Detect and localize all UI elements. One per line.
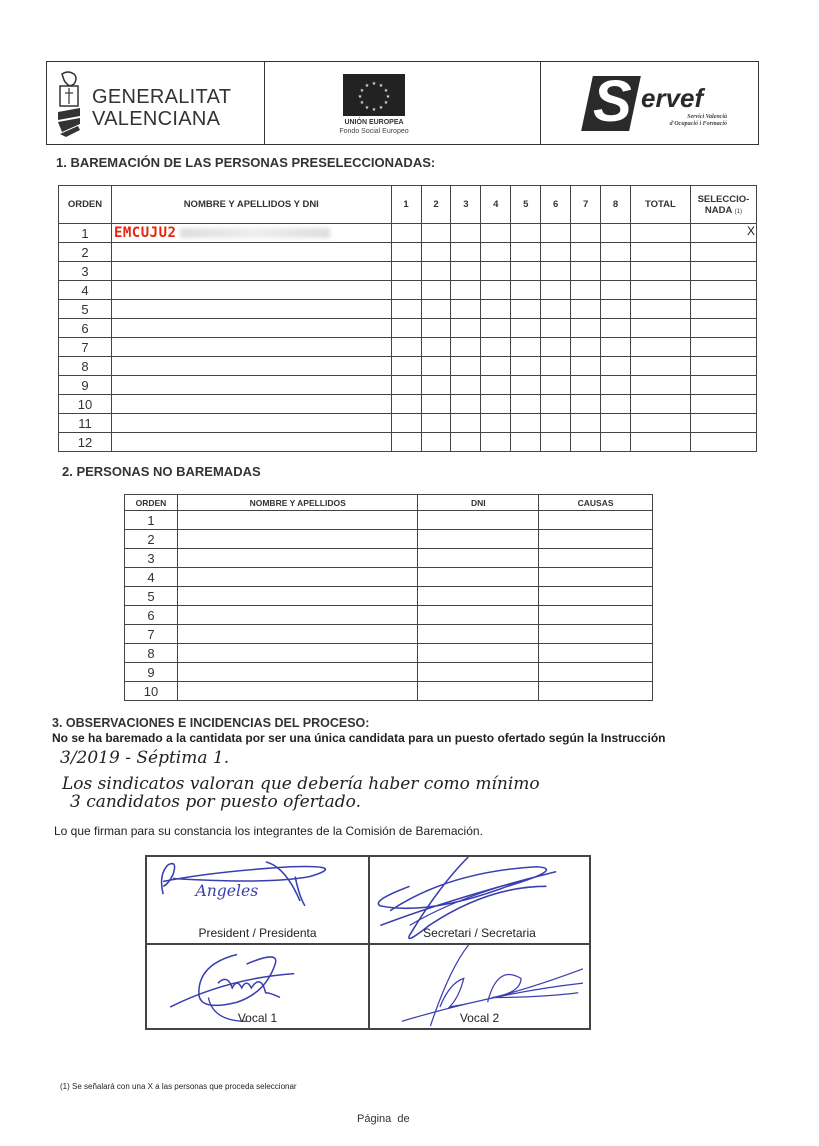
criterion-cell[interactable] — [601, 414, 631, 433]
svg-text:★: ★ — [357, 94, 363, 100]
servef-logo — [541, 62, 758, 144]
nombre-cell[interactable] — [177, 625, 418, 644]
criterion-cell[interactable] — [481, 357, 511, 376]
criterion-cell[interactable] — [451, 376, 481, 395]
criterion-cell[interactable] — [601, 319, 631, 338]
criterion-cell[interactable] — [421, 338, 451, 357]
dni-cell[interactable] — [418, 625, 539, 644]
nombre-cell[interactable] — [111, 262, 391, 281]
baremacion-table-body — [59, 224, 757, 452]
svg-text:★: ★ — [359, 100, 365, 106]
criterion-cell[interactable] — [601, 357, 631, 376]
total-cell[interactable] — [630, 319, 690, 338]
col-nombre: NOMBRE Y APELLIDOS Y DNI — [111, 186, 391, 224]
secretary-label: Secretari / Secretaria — [423, 926, 536, 940]
criterion-cell[interactable] — [481, 224, 511, 243]
total-cell[interactable] — [630, 243, 690, 262]
nombre-cell[interactable] — [111, 319, 391, 338]
criterion-cell[interactable] — [571, 281, 601, 300]
nombre-cell[interactable] — [111, 357, 391, 376]
svg-text:★: ★ — [371, 107, 377, 113]
causas-cell[interactable] — [539, 587, 653, 606]
orden-cell: 5 — [59, 300, 112, 319]
president-signature-text: Angeles — [195, 881, 259, 901]
page-number: Página de — [357, 1113, 410, 1125]
criterion-cell[interactable] — [451, 338, 481, 357]
causas-cell[interactable] — [539, 644, 653, 663]
svg-text:★: ★ — [378, 105, 384, 111]
criterion-cell[interactable] — [511, 338, 541, 357]
criterion-cell[interactable] — [451, 224, 481, 243]
criterion-cell[interactable] — [541, 281, 571, 300]
criterion-cell[interactable] — [601, 376, 631, 395]
criterion-cell[interactable] — [481, 433, 511, 452]
nombre-cell[interactable] — [111, 338, 391, 357]
dni-cell[interactable] — [418, 530, 539, 549]
causas-cell[interactable] — [539, 625, 653, 644]
criterion-cell[interactable] — [451, 300, 481, 319]
table-row — [59, 224, 757, 243]
table-row — [125, 682, 653, 701]
dni-cell[interactable] — [418, 549, 539, 568]
criterion-cell[interactable] — [391, 243, 421, 262]
nombre-cell[interactable] — [177, 682, 418, 701]
orden-cell: 6 — [59, 319, 112, 338]
servef-wordmark: ervef — [641, 83, 704, 113]
nombre-cell[interactable] — [111, 224, 391, 243]
criterion-cell[interactable] — [391, 338, 421, 357]
eu-subtitle: Fondo Social Europeo — [339, 128, 409, 135]
criterion-cell[interactable] — [541, 357, 571, 376]
criterion-cell[interactable] — [481, 414, 511, 433]
svg-text:★: ★ — [383, 100, 389, 106]
col-criterion-3: 3 — [451, 186, 481, 224]
table-row — [59, 243, 757, 262]
criterion-cell[interactable] — [511, 319, 541, 338]
table-row — [125, 663, 653, 682]
eu-flag-icon — [343, 74, 405, 116]
criterion-cell[interactable] — [421, 319, 451, 338]
table-row — [59, 433, 757, 452]
criterion-cell[interactable] — [541, 243, 571, 262]
nombre-cell[interactable] — [111, 433, 391, 452]
col-causas: CAUSAS — [539, 495, 653, 511]
col-criterion-4: 4 — [481, 186, 511, 224]
section1-title: 1. BAREMACIÓN DE LAS PERSONAS PRESELECCIONADAS: — [56, 155, 436, 170]
col-total: TOTAL — [630, 186, 690, 224]
criterion-cell[interactable] — [421, 414, 451, 433]
col-criterion-8: 8 — [601, 186, 631, 224]
criterion-cell[interactable] — [391, 319, 421, 338]
table-row — [59, 300, 757, 319]
criterion-cell[interactable] — [391, 281, 421, 300]
table-row — [59, 414, 757, 433]
criterion-cell[interactable] — [571, 319, 601, 338]
nombre-cell[interactable] — [177, 606, 418, 625]
criterion-cell[interactable] — [421, 395, 451, 414]
criterion-cell[interactable] — [601, 338, 631, 357]
criterion-cell[interactable] — [511, 281, 541, 300]
criterion-cell[interactable] — [481, 243, 511, 262]
criterion-cell[interactable] — [391, 414, 421, 433]
seleccionada-cell[interactable] — [690, 224, 756, 243]
orden-cell: 9 — [59, 376, 112, 395]
section3-title: 3. OBSERVACIONES E INCIDENCIAS DEL PROCESO: — [52, 716, 370, 730]
orden-cell: 7 — [59, 338, 112, 357]
nombre-cell[interactable] — [177, 549, 418, 568]
dni-cell[interactable] — [418, 644, 539, 663]
orden-cell: 4 — [59, 281, 112, 300]
seleccionada-cell[interactable] — [690, 281, 756, 300]
criterion-cell[interactable] — [511, 395, 541, 414]
criterion-cell[interactable] — [481, 319, 511, 338]
col-criterion-1: 1 — [391, 186, 421, 224]
col-orden: ORDEN — [125, 495, 178, 511]
orden-cell: 4 — [125, 568, 178, 587]
table-row — [125, 511, 653, 530]
criterion-cell[interactable] — [481, 395, 511, 414]
total-cell[interactable] — [630, 395, 690, 414]
causas-cell[interactable] — [539, 530, 653, 549]
col-criterion-5: 5 — [511, 186, 541, 224]
criterion-cell[interactable] — [481, 262, 511, 281]
criterion-cell[interactable] — [451, 395, 481, 414]
table-row — [59, 376, 757, 395]
table-row — [125, 549, 653, 568]
criterion-cell[interactable] — [571, 224, 601, 243]
criterion-cell[interactable] — [571, 414, 601, 433]
svg-text:★: ★ — [364, 83, 370, 89]
total-cell[interactable] — [630, 357, 690, 376]
generalitat-line2: VALENCIANA — [92, 108, 221, 130]
svg-text:★: ★ — [385, 94, 391, 100]
seleccionada-cell[interactable] — [690, 433, 756, 452]
selected-mark: X — [746, 224, 755, 238]
signature-vocal2 — [369, 944, 590, 1029]
nombre-cell[interactable] — [177, 644, 418, 663]
total-cell[interactable] — [630, 224, 690, 243]
servef-subtitle-2: d'Ocupació i Formació — [669, 121, 727, 127]
handwritten-line-2: Los sindicatos valoran que debería haber como mínimo — [62, 774, 540, 794]
criterion-cell[interactable] — [571, 395, 601, 414]
nombre-cell[interactable] — [177, 511, 418, 530]
generalitat-emblem-icon — [56, 70, 84, 138]
total-cell[interactable] — [630, 433, 690, 452]
seleccionada-cell[interactable] — [690, 319, 756, 338]
dni-cell[interactable] — [418, 511, 539, 530]
table-row — [59, 395, 757, 414]
orden-cell: 10 — [125, 682, 178, 701]
table-header-row — [125, 495, 653, 511]
criterion-cell[interactable] — [511, 414, 541, 433]
servef-subtitle-1: Servici Valencià — [687, 114, 727, 120]
orden-cell: 9 — [125, 663, 178, 682]
criterion-cell[interactable] — [601, 262, 631, 281]
col-criterion-7: 7 — [571, 186, 601, 224]
total-cell[interactable] — [630, 262, 690, 281]
orden-cell: 5 — [125, 587, 178, 606]
table-row — [125, 530, 653, 549]
col-seleccionada-line2: NADA — [704, 204, 732, 216]
criterion-cell[interactable] — [541, 433, 571, 452]
baremacion-table — [58, 185, 757, 452]
criterion-cell[interactable] — [541, 319, 571, 338]
criterion-cell[interactable] — [421, 433, 451, 452]
svg-text:★: ★ — [378, 83, 384, 89]
orden-cell: 6 — [125, 606, 178, 625]
criterion-cell[interactable] — [511, 376, 541, 395]
seleccionada-cell[interactable] — [690, 262, 756, 281]
criterion-cell[interactable] — [421, 224, 451, 243]
criterion-cell[interactable] — [391, 376, 421, 395]
signature-intro: Lo que firman para su constancia los integrantes de la Comisión de Baremación. — [54, 824, 483, 838]
nombre-cell[interactable] — [111, 281, 391, 300]
total-cell[interactable] — [630, 281, 690, 300]
criterion-cell[interactable] — [391, 262, 421, 281]
table-row — [59, 319, 757, 338]
servef-initial: S — [593, 69, 632, 134]
criterion-cell[interactable] — [601, 281, 631, 300]
president-label: President / Presidenta — [198, 926, 317, 940]
no-baremadas-table — [124, 494, 653, 701]
table-row — [125, 606, 653, 625]
table-row — [125, 587, 653, 606]
nombre-cell[interactable] — [177, 587, 418, 606]
orden-cell: 10 — [59, 395, 112, 414]
causas-cell[interactable] — [539, 549, 653, 568]
criterion-cell[interactable] — [481, 338, 511, 357]
eu-logo — [265, 62, 541, 144]
criterion-cell[interactable] — [421, 300, 451, 319]
criterion-cell[interactable] — [391, 433, 421, 452]
criterion-cell[interactable] — [451, 243, 481, 262]
signature-vocal1 — [146, 944, 369, 1029]
svg-text:★: ★ — [359, 88, 365, 94]
nombre-cell[interactable] — [111, 414, 391, 433]
svg-text:★: ★ — [364, 105, 370, 111]
table-header-row — [59, 186, 757, 224]
orden-cell: 8 — [125, 644, 178, 663]
criterion-cell[interactable] — [391, 224, 421, 243]
criterion-cell[interactable] — [571, 300, 601, 319]
criterion-cell[interactable] — [481, 300, 511, 319]
signature-president — [146, 856, 369, 944]
causas-cell[interactable] — [539, 511, 653, 530]
criterion-cell[interactable] — [571, 433, 601, 452]
orden-cell: 2 — [59, 243, 112, 262]
document-header — [46, 61, 759, 145]
criterion-cell[interactable] — [541, 338, 571, 357]
seleccionada-cell[interactable] — [690, 414, 756, 433]
svg-text:★: ★ — [371, 81, 377, 87]
criterion-cell[interactable] — [541, 224, 571, 243]
candidate-code: EMCUJU2 — [113, 225, 177, 241]
dni-cell[interactable] — [418, 568, 539, 587]
orden-cell: 7 — [125, 625, 178, 644]
table-row — [125, 644, 653, 663]
signature-grid — [145, 855, 591, 1030]
signature-secretary — [369, 856, 590, 944]
total-cell[interactable] — [630, 338, 690, 357]
criterion-cell[interactable] — [481, 376, 511, 395]
criterion-cell[interactable] — [421, 357, 451, 376]
table-row — [59, 338, 757, 357]
orden-cell: 1 — [125, 511, 178, 530]
criterion-cell[interactable] — [541, 300, 571, 319]
nombre-cell[interactable] — [111, 395, 391, 414]
orden-cell: 3 — [125, 549, 178, 568]
nombre-cell[interactable] — [177, 568, 418, 587]
criterion-cell[interactable] — [571, 376, 601, 395]
criterion-cell[interactable] — [511, 300, 541, 319]
handwritten-line-3: 3 candidatos por puesto ofertado. — [70, 792, 361, 812]
criterion-cell[interactable] — [391, 395, 421, 414]
orden-cell: 2 — [125, 530, 178, 549]
col-seleccionada-line1: SELECCIO- — [697, 193, 750, 205]
generalitat-logo — [47, 62, 265, 144]
table-row — [59, 262, 757, 281]
table-row — [125, 625, 653, 644]
orden-cell: 11 — [59, 414, 112, 433]
criterion-cell[interactable] — [541, 376, 571, 395]
criterion-cell[interactable] — [451, 281, 481, 300]
criterion-cell[interactable] — [601, 300, 631, 319]
nombre-cell[interactable] — [111, 300, 391, 319]
table-row — [125, 568, 653, 587]
criterion-cell[interactable] — [571, 338, 601, 357]
col-seleccionada — [690, 186, 756, 224]
seleccionada-cell[interactable] — [690, 243, 756, 262]
causas-cell[interactable] — [539, 568, 653, 587]
dni-cell[interactable] — [418, 587, 539, 606]
criterion-cell[interactable] — [451, 414, 481, 433]
criterion-cell[interactable] — [451, 357, 481, 376]
criterion-cell[interactable] — [421, 243, 451, 262]
criterion-cell[interactable] — [451, 262, 481, 281]
nombre-cell[interactable] — [177, 530, 418, 549]
dni-cell[interactable] — [418, 663, 539, 682]
col-criterion-6: 6 — [541, 186, 571, 224]
causas-cell[interactable] — [539, 606, 653, 625]
criterion-cell[interactable] — [541, 414, 571, 433]
criterion-cell[interactable] — [481, 281, 511, 300]
criterion-cell[interactable] — [571, 262, 601, 281]
handwritten-line-1: 3/2019 - Séptima 1. — [60, 748, 230, 768]
section2-title: 2. PERSONAS NO BAREMADAS — [62, 464, 261, 479]
orden-cell: 12 — [59, 433, 112, 452]
col-criterion-2: 2 — [421, 186, 451, 224]
criterion-cell[interactable] — [391, 300, 421, 319]
eu-title: UNIÓN EUROPEA — [344, 119, 404, 126]
total-cell[interactable] — [630, 414, 690, 433]
seleccionada-cell[interactable] — [690, 376, 756, 395]
criterion-cell[interactable] — [601, 395, 631, 414]
criterion-cell[interactable] — [571, 243, 601, 262]
vocal1-label: Vocal 1 — [237, 1011, 278, 1025]
criterion-cell[interactable] — [601, 243, 631, 262]
criterion-cell[interactable] — [601, 224, 631, 243]
criterion-cell[interactable] — [601, 433, 631, 452]
criterion-cell[interactable] — [511, 243, 541, 262]
criterion-cell[interactable] — [511, 262, 541, 281]
total-cell[interactable] — [630, 300, 690, 319]
causas-cell[interactable] — [539, 663, 653, 682]
criterion-cell[interactable] — [421, 281, 451, 300]
seleccionada-cell[interactable] — [690, 357, 756, 376]
table-row — [59, 281, 757, 300]
nombre-cell[interactable] — [111, 243, 391, 262]
footnote: (1) Se señalará con una X a las personas que proceda seleccionar — [60, 1082, 297, 1091]
criterion-cell[interactable] — [391, 357, 421, 376]
criterion-cell[interactable] — [421, 262, 451, 281]
orden-cell: 3 — [59, 262, 112, 281]
table-row — [59, 357, 757, 376]
dni-cell[interactable] — [418, 682, 539, 701]
seleccionada-cell[interactable] — [690, 338, 756, 357]
vocal2-label: Vocal 2 — [459, 1011, 500, 1025]
nombre-cell[interactable] — [177, 663, 418, 682]
criterion-cell[interactable] — [571, 357, 601, 376]
generalitat-line1: GENERALITAT — [92, 86, 232, 108]
col-orden: ORDEN — [59, 186, 112, 224]
orden-cell: 8 — [59, 357, 112, 376]
orden-cell: 1 — [59, 224, 112, 243]
criterion-cell[interactable] — [451, 319, 481, 338]
observations-text: No se ha baremado a la cantidata por ser una única candidata para un puesto ofertado según la Instrucción — [52, 731, 666, 745]
criterion-cell[interactable] — [511, 224, 541, 243]
total-cell[interactable] — [630, 376, 690, 395]
seleccionada-cell[interactable] — [690, 300, 756, 319]
redacted-name — [180, 228, 330, 238]
col-dni: DNI — [418, 495, 539, 511]
criterion-cell[interactable] — [541, 262, 571, 281]
criterion-cell[interactable] — [511, 357, 541, 376]
criterion-cell[interactable] — [421, 376, 451, 395]
nombre-cell[interactable] — [111, 376, 391, 395]
causas-cell[interactable] — [539, 682, 653, 701]
no-baremadas-table-body — [125, 511, 653, 701]
col-seleccionada-note: (1) — [734, 208, 742, 215]
criterion-cell[interactable] — [511, 433, 541, 452]
criterion-cell[interactable] — [451, 433, 481, 452]
col-nombre: NOMBRE Y APELLIDOS — [177, 495, 418, 511]
seleccionada-cell[interactable] — [690, 395, 756, 414]
dni-cell[interactable] — [418, 606, 539, 625]
criterion-cell[interactable] — [541, 395, 571, 414]
svg-text:★: ★ — [383, 88, 389, 94]
